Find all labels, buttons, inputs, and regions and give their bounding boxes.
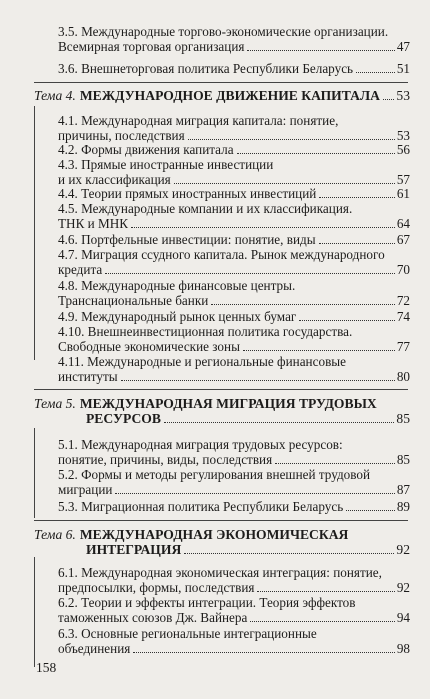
entry-text: 6.1. Международная экономическая интеграция: понятие,: [58, 565, 382, 580]
topic-title-cont: РЕСУРСОВ: [86, 411, 161, 426]
toc-entry: [58, 626, 410, 656]
page-ref: 47: [396, 39, 410, 54]
page-ref: 92: [396, 580, 410, 595]
entry-text: 4.7. Миграция ссудного капитала. Рынок международного: [58, 247, 385, 262]
entry-text: понятие, причины, виды, последствия: [58, 452, 273, 467]
divider: [34, 520, 408, 521]
toc-entry: [58, 565, 410, 595]
divider: [34, 557, 35, 667]
toc-topic: [34, 88, 410, 103]
toc-entry: [58, 157, 410, 187]
toc-entry: [58, 113, 410, 143]
page-ref: 51: [396, 61, 410, 76]
toc-entry: [58, 354, 410, 384]
toc-entry: [58, 467, 410, 497]
entry-text: 4.9. Международный рынок ценных бумаг: [58, 309, 297, 324]
entry-text: 5.1. Международная миграция трудовых ресурсов:: [58, 437, 343, 452]
page-ref: 87: [396, 482, 410, 497]
toc-entry: [58, 278, 410, 308]
topic-title-cont: ИНТЕГРАЦИЯ: [86, 542, 182, 557]
toc-entry: [58, 309, 410, 324]
entry-text: 6.2. Теории и эффекты интеграции. Теория эффектов: [58, 595, 356, 610]
toc-entry: [58, 324, 410, 354]
page-ref: 64: [396, 216, 410, 231]
page-ref: 56: [396, 142, 410, 157]
page-number: 158: [36, 660, 57, 675]
entry-text: ТНК и МНК: [58, 216, 129, 231]
topic-title: МЕЖДУНАРОДНАЯ ЭКОНОМИЧЕСКАЯ: [79, 527, 349, 542]
entry-text: кредита: [58, 262, 103, 277]
page-ref: 94: [396, 610, 410, 625]
entry-text: Свободные экономические зоны: [58, 339, 240, 354]
entry-text: Транснациональные банки: [58, 293, 209, 308]
toc-entry: [58, 186, 410, 201]
page-ref: 85: [396, 411, 410, 426]
page-ref: 98: [396, 641, 410, 656]
entry-text: 3.5. Международные торгово-экономические организации.: [58, 24, 389, 39]
toc-entry: [58, 437, 410, 467]
topic-label: Тема 4.: [34, 88, 76, 103]
toc-entry: [58, 499, 410, 514]
toc-entry: [58, 201, 410, 231]
page-ref: 57: [396, 172, 410, 187]
page-ref: 61: [396, 186, 410, 201]
toc-entry: [58, 232, 410, 247]
entry-text: 3.6. Внешнеторговая политика Республики Беларусь: [58, 61, 354, 76]
entry-text: 5.2. Формы и методы регулирования внешней трудовой: [58, 467, 371, 482]
entry-text: 4.3. Прямые иностранные инвестиции: [58, 157, 274, 172]
entry-text: 4.1. Международная миграция капитала: понятие,: [58, 113, 339, 128]
page-ref: 53: [396, 88, 410, 103]
entry-text: 4.2. Формы движения капитала: [58, 142, 234, 157]
topic-title: МЕЖДУНАРОДНАЯ МИГРАЦИЯ ТРУДОВЫХ: [79, 396, 377, 411]
toc-entry: [58, 247, 410, 277]
entry-text: Всемирная торговая организация: [58, 39, 245, 54]
entry-text: институты: [58, 369, 118, 384]
toc-entry: [58, 61, 410, 76]
toc-entry: [58, 24, 410, 54]
page-ref: 92: [396, 542, 410, 557]
page-ref: 74: [396, 309, 410, 324]
entry-text: 4.5. Международные компании и их классификация.: [58, 201, 353, 216]
entry-text: и их классификация: [58, 172, 171, 187]
entry-text: 4.11. Международные и региональные финансовые: [58, 354, 347, 369]
entry-text: миграции: [58, 482, 113, 497]
page-ref: 67: [396, 232, 410, 247]
topic-title: МЕЖДУНАРОДНОЕ ДВИЖЕНИЕ КАПИТАЛА: [79, 88, 380, 103]
page-ref: 85: [396, 452, 410, 467]
toc-entry: [58, 595, 410, 625]
page-ref: 70: [396, 262, 410, 277]
topic-label: Тема 5.: [34, 396, 76, 411]
page-ref: 72: [396, 293, 410, 308]
entry-text: таможенных союзов Дж. Вайнера: [58, 610, 248, 625]
page-ref: 89: [396, 499, 410, 514]
divider: [34, 428, 35, 518]
entry-text: 4.4. Теории прямых иностранных инвестиций: [58, 186, 317, 201]
entry-text: 5.3. Миграционная политика Республики Беларусь: [58, 499, 344, 514]
entry-text: причины, последствия: [58, 128, 185, 143]
page-ref: 77: [396, 339, 410, 354]
entry-text: объединения: [58, 641, 131, 656]
toc-topic: [34, 396, 410, 426]
divider: [34, 106, 35, 360]
toc-topic: [34, 527, 410, 557]
entry-text: 4.6. Портфельные инвестиции: понятие, виды: [58, 232, 316, 247]
page-ref: 53: [396, 128, 410, 143]
topic-label: Тема 6.: [34, 527, 76, 542]
entry-text: 6.3. Основные региональные интеграционные: [58, 626, 317, 641]
toc-entry: [58, 142, 410, 157]
entry-text: 4.8. Международные финансовые центры.: [58, 278, 296, 293]
page-ref: 80: [396, 369, 410, 384]
divider: [34, 389, 408, 390]
entry-text: предпосылки, формы, последствия: [58, 580, 255, 595]
divider: [34, 82, 408, 83]
entry-text: 4.10. Внешнеинвестиционная политика государства.: [58, 324, 353, 339]
